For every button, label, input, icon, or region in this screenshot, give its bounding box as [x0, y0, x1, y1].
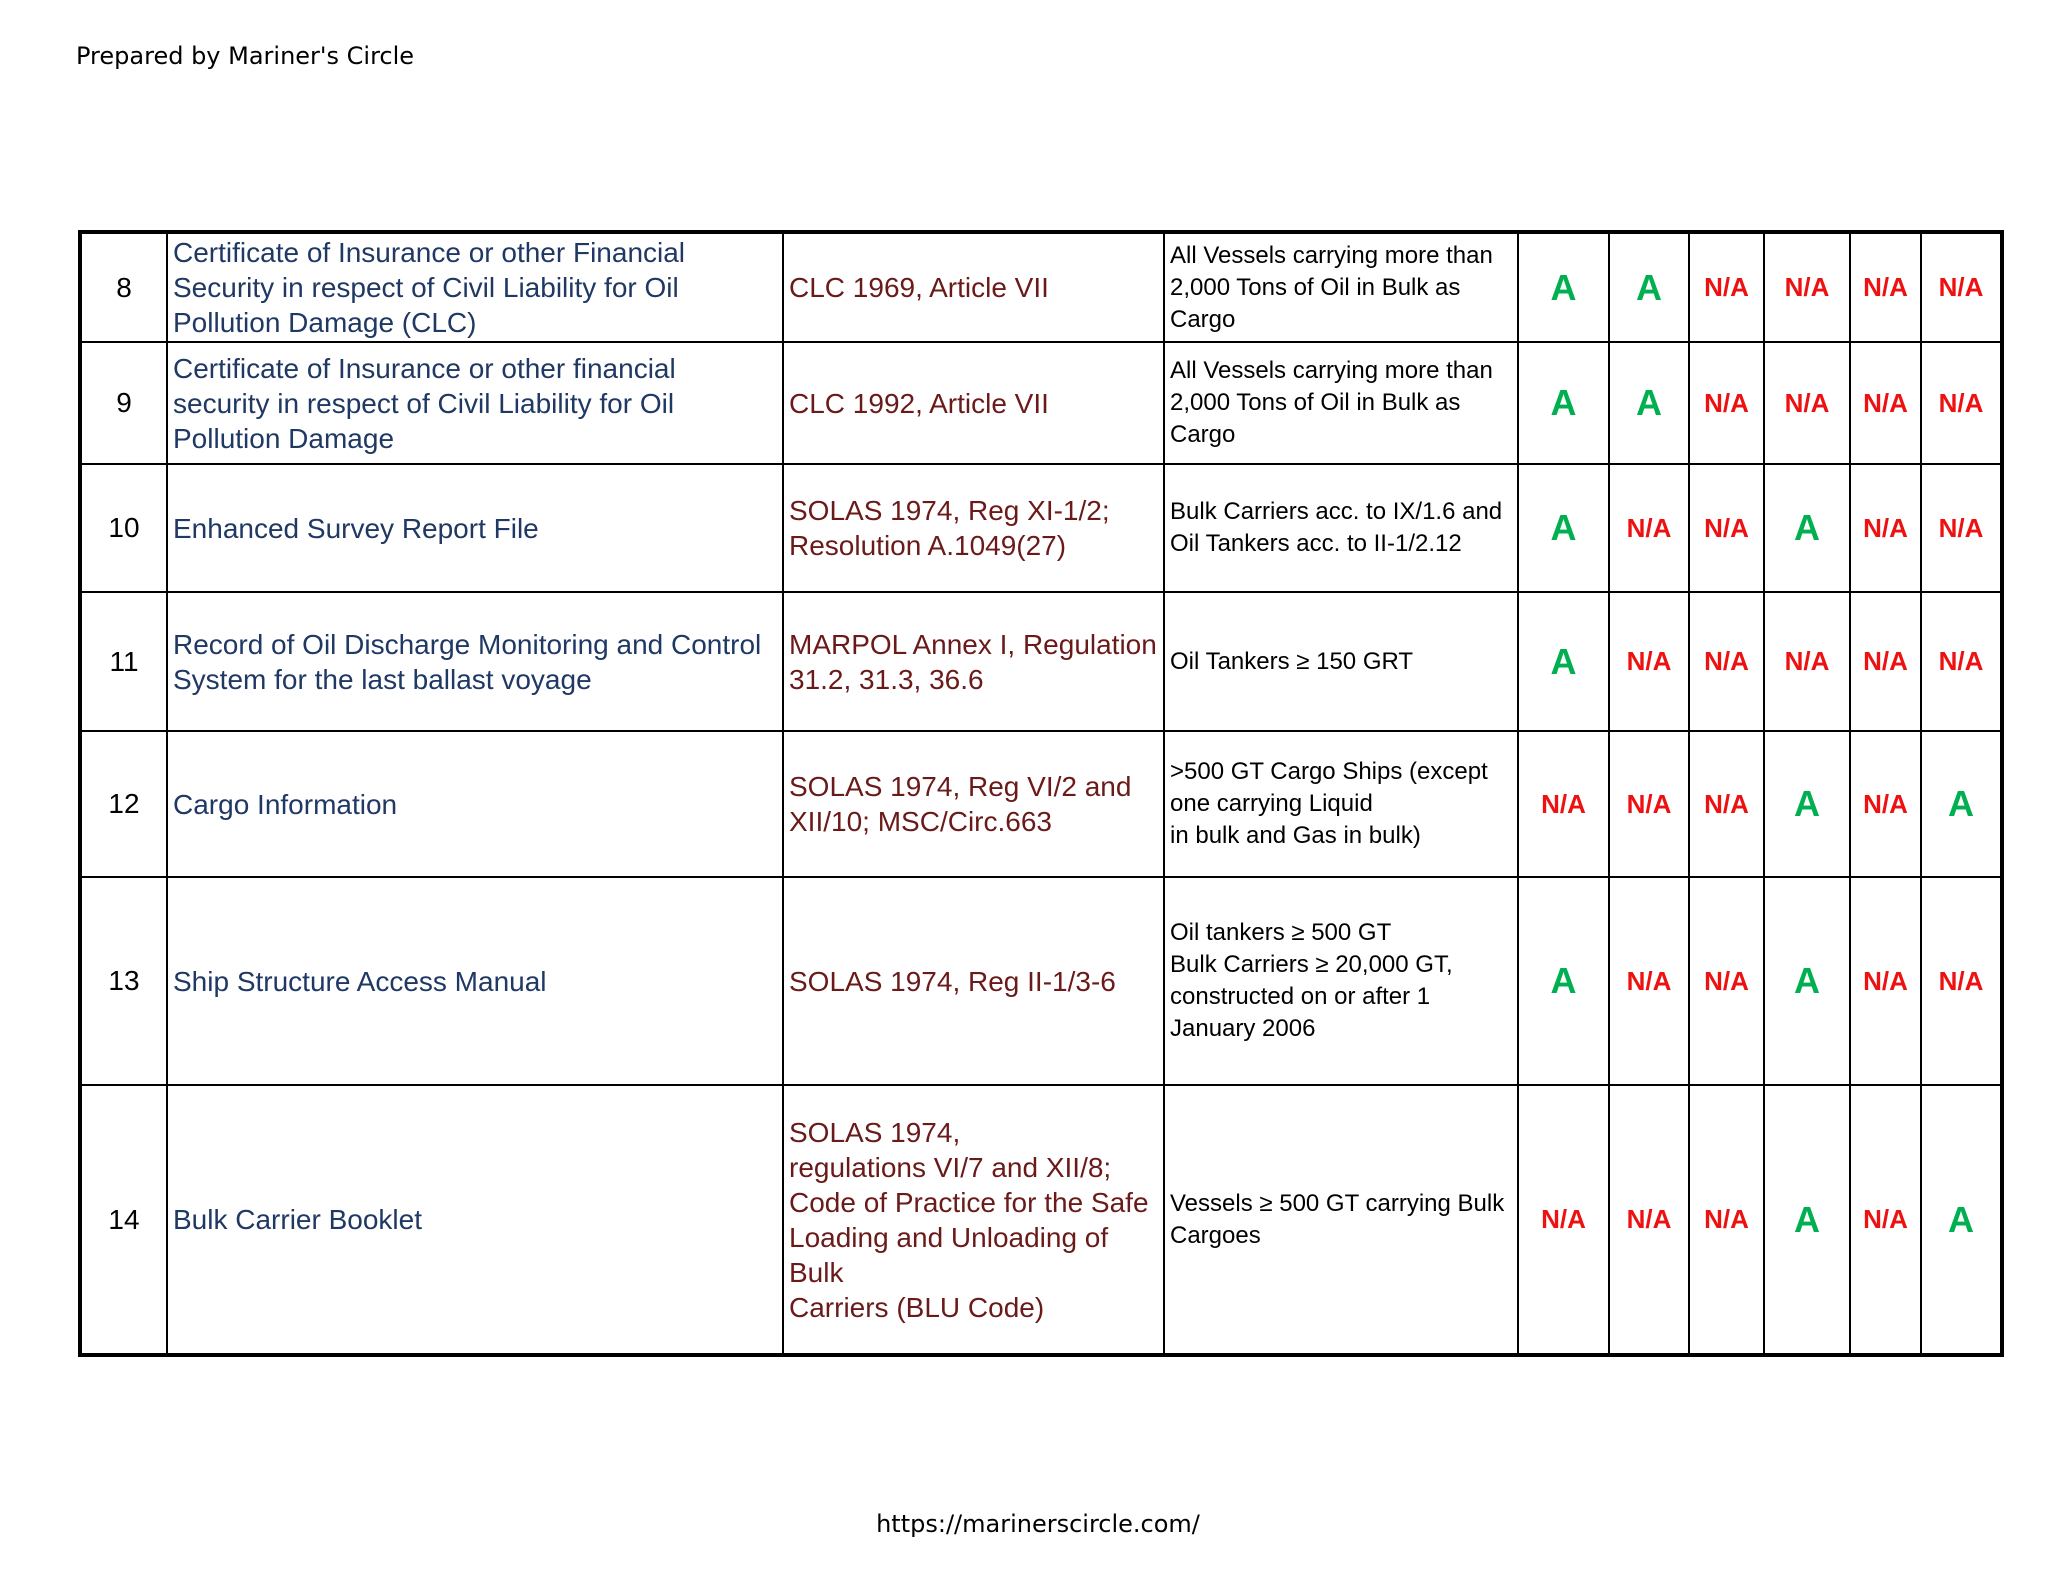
applicable-mark: A — [1794, 1198, 1820, 1240]
certificate-title: Record of Oil Discharge Monitoring and Control System for the last ballast voyage — [167, 592, 783, 731]
not-applicable-mark: N/A — [1938, 965, 1984, 996]
not-applicable-mark: N/A — [1626, 512, 1672, 543]
applicability-note: >500 GT Cargo Ships (except one carrying Liquid in bulk and Gas in bulk) — [1164, 731, 1518, 877]
applicability-mark — [1518, 342, 1609, 464]
applicable-mark: A — [1636, 266, 1662, 308]
row-number: 8 — [80, 232, 167, 342]
regulation-reference: MARPOL Annex I, Regulation 31.2, 31.3, 36.6 — [783, 592, 1164, 731]
applicability-mark — [1518, 592, 1609, 731]
not-applicable-mark: N/A — [1863, 788, 1908, 819]
certificate-title: Ship Structure Access Manual — [167, 877, 783, 1085]
applicability-mark — [1921, 232, 2002, 342]
regulation-reference: CLC 1992, Article VII — [783, 342, 1164, 464]
applicability-mark — [1764, 731, 1850, 877]
applicable-mark: A — [1550, 382, 1577, 423]
table-row — [80, 731, 2002, 877]
not-applicable-mark: N/A — [1704, 965, 1749, 996]
regulation-reference: SOLAS 1974, regulations VI/7 and XII/8; Code of Practice for the Safe Loading and Unloading of Bulk Carriers (BLU Code) — [783, 1085, 1164, 1355]
applicability-note: Oil Tankers ≥ 150 GRT — [1164, 592, 1518, 731]
not-applicable-mark: N/A — [1784, 272, 1830, 302]
not-applicable-mark: N/A — [1863, 272, 1908, 302]
not-applicable-mark: N/A — [1626, 965, 1672, 996]
applicable-mark: A — [1550, 960, 1577, 1001]
applicability-mark — [1609, 877, 1689, 1085]
table-row — [80, 464, 2002, 592]
applicability-mark — [1689, 342, 1764, 464]
applicable-mark: A — [1794, 507, 1820, 548]
applicability-mark — [1921, 1085, 2002, 1355]
applicability-mark — [1764, 342, 1850, 464]
not-applicable-mark: N/A — [1863, 512, 1908, 543]
applicability-note: All Vessels carrying more than 2,000 Tons of Oil in Bulk as Cargo — [1164, 342, 1518, 464]
applicability-mark — [1850, 464, 1921, 592]
table-row — [80, 232, 2002, 342]
row-number: 9 — [80, 342, 167, 464]
regulation-reference: CLC 1969, Article VII — [783, 232, 1164, 342]
applicable-mark: A — [1550, 266, 1577, 308]
certificates-table — [78, 230, 2004, 1357]
applicable-mark: A — [1550, 640, 1577, 682]
applicable-mark: A — [1794, 960, 1820, 1001]
row-number: 11 — [80, 592, 167, 731]
applicability-mark — [1609, 342, 1689, 464]
not-applicable-mark: N/A — [1863, 646, 1908, 676]
applicability-mark — [1518, 464, 1609, 592]
applicable-mark: A — [1550, 507, 1577, 548]
certificate-title: Enhanced Survey Report File — [167, 464, 783, 592]
not-applicable-mark: N/A — [1938, 387, 1984, 418]
applicability-mark — [1850, 877, 1921, 1085]
not-applicable-mark: N/A — [1784, 387, 1830, 418]
applicability-mark — [1518, 1085, 1609, 1355]
table-body — [80, 232, 2002, 1355]
applicability-mark — [1764, 592, 1850, 731]
applicability-mark — [1850, 342, 1921, 464]
applicability-mark — [1850, 1085, 1921, 1355]
not-applicable-mark: N/A — [1863, 1204, 1908, 1234]
applicability-mark — [1609, 232, 1689, 342]
applicability-mark — [1609, 1085, 1689, 1355]
footer-url: https://marinerscircle.com/ — [876, 1510, 1200, 1538]
not-applicable-mark: N/A — [1626, 1204, 1672, 1234]
applicability-mark — [1921, 592, 2002, 731]
certificate-title: Certificate of Insurance or other Financial Security in respect of Civil Liability for Oil Pollution Damage (CLC) — [167, 232, 783, 342]
applicability-mark — [1850, 592, 1921, 731]
certificate-title: Bulk Carrier Booklet — [167, 1085, 783, 1355]
row-number: 10 — [80, 464, 167, 592]
not-applicable-mark: N/A — [1704, 387, 1749, 418]
applicability-note: All Vessels carrying more than 2,000 Tons of Oil in Bulk as Cargo — [1164, 232, 1518, 342]
not-applicable-mark: N/A — [1704, 272, 1749, 302]
regulation-reference: SOLAS 1974, Reg VI/2 and XII/10; MSC/Circ.663 — [783, 731, 1164, 877]
applicability-mark — [1518, 731, 1609, 877]
not-applicable-mark: N/A — [1541, 1204, 1586, 1234]
regulation-reference: SOLAS 1974, Reg II-1/3-6 — [783, 877, 1164, 1085]
table-row — [80, 342, 2002, 464]
applicability-mark — [1850, 731, 1921, 877]
applicability-mark — [1689, 232, 1764, 342]
header-prepared-by: Prepared by Mariner's Circle — [76, 42, 415, 70]
applicability-mark — [1921, 731, 2002, 877]
not-applicable-mark: N/A — [1626, 788, 1672, 819]
applicability-mark — [1850, 232, 1921, 342]
not-applicable-mark: N/A — [1784, 646, 1830, 676]
applicable-mark: A — [1794, 783, 1820, 824]
not-applicable-mark: N/A — [1541, 788, 1586, 819]
certificate-title: Cargo Information — [167, 731, 783, 877]
not-applicable-mark: N/A — [1704, 1204, 1749, 1234]
applicability-mark — [1689, 877, 1764, 1085]
table-row — [80, 877, 2002, 1085]
applicability-mark — [1921, 877, 2002, 1085]
applicability-mark — [1609, 592, 1689, 731]
applicability-mark — [1764, 877, 1850, 1085]
applicable-mark: A — [1948, 1198, 1974, 1240]
applicability-mark — [1921, 464, 2002, 592]
not-applicable-mark: N/A — [1938, 512, 1984, 543]
applicability-mark — [1689, 731, 1764, 877]
not-applicable-mark: N/A — [1863, 387, 1908, 418]
applicability-note: Oil tankers ≥ 500 GT Bulk Carriers ≥ 20,000 GT, constructed on or after 1 January 2006 — [1164, 877, 1518, 1085]
applicability-mark — [1764, 1085, 1850, 1355]
certificate-title: Certificate of Insurance or other financial security in respect of Civil Liability for Oil Pollution Damage — [167, 342, 783, 464]
not-applicable-mark: N/A — [1704, 788, 1749, 819]
row-number: 13 — [80, 877, 167, 1085]
not-applicable-mark: N/A — [1626, 646, 1672, 676]
regulation-reference: SOLAS 1974, Reg XI-1/2; Resolution A.1049(27) — [783, 464, 1164, 592]
applicability-mark — [1764, 232, 1850, 342]
row-number: 12 — [80, 731, 167, 877]
table-row — [80, 592, 2002, 731]
applicability-mark — [1689, 592, 1764, 731]
row-number: 14 — [80, 1085, 167, 1355]
applicability-mark — [1921, 342, 2002, 464]
applicable-mark: A — [1636, 382, 1662, 423]
applicability-mark — [1764, 464, 1850, 592]
applicability-mark — [1518, 877, 1609, 1085]
applicability-mark — [1609, 731, 1689, 877]
not-applicable-mark: N/A — [1938, 272, 1984, 302]
applicability-mark — [1689, 1085, 1764, 1355]
applicability-note: Bulk Carriers acc. to IX/1.6 and Oil Tankers acc. to II-1/2.12 — [1164, 464, 1518, 592]
not-applicable-mark: N/A — [1704, 512, 1749, 543]
applicability-mark — [1609, 464, 1689, 592]
not-applicable-mark: N/A — [1938, 646, 1984, 676]
applicable-mark: A — [1948, 783, 1974, 824]
table-row — [80, 1085, 2002, 1355]
applicability-note: Vessels ≥ 500 GT carrying Bulk Cargoes — [1164, 1085, 1518, 1355]
not-applicable-mark: N/A — [1863, 965, 1908, 996]
not-applicable-mark: N/A — [1704, 646, 1749, 676]
applicability-mark — [1689, 464, 1764, 592]
applicability-mark — [1518, 232, 1609, 342]
